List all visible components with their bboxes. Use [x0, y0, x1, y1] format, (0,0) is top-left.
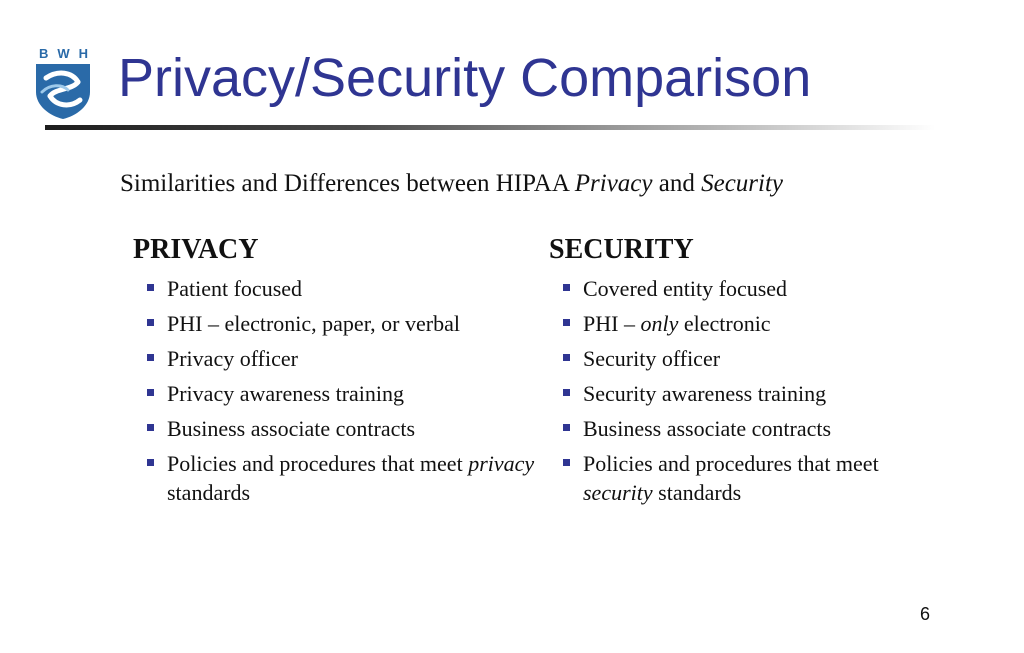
square-bullet-icon — [147, 319, 154, 326]
list-item — [133, 449, 543, 507]
square-bullet-icon — [563, 459, 570, 466]
security-heading: SECURITY — [549, 234, 694, 265]
list-item — [133, 309, 543, 338]
list-item — [549, 449, 949, 507]
item-text: Business associate contracts — [583, 416, 832, 441]
item-emphasis: only — [640, 311, 679, 336]
item-text: Policies and procedures that meet — [167, 451, 469, 476]
shield-icon — [32, 62, 94, 120]
item-text: Policies and procedures that meet — [583, 451, 879, 476]
list-item — [549, 379, 949, 408]
security-column — [549, 232, 949, 513]
item-text-end: standards — [652, 480, 742, 505]
square-bullet-icon — [147, 424, 154, 431]
security-list — [549, 274, 949, 507]
privacy-column — [133, 232, 543, 513]
item-emphasis: privacy — [468, 451, 535, 476]
page-number: 6 — [920, 604, 931, 624]
item-text: Security officer — [583, 346, 721, 371]
title-divider — [45, 125, 935, 130]
square-bullet-icon — [147, 354, 154, 361]
square-bullet-icon — [147, 284, 154, 291]
square-bullet-icon — [563, 319, 570, 326]
item-text-end: electronic — [678, 311, 771, 336]
bwh-logo — [30, 46, 96, 122]
item-text: PHI – electronic, paper, or verbal — [167, 311, 460, 336]
list-item — [549, 274, 949, 303]
subtitle-emphasis-security: Security — [701, 170, 784, 197]
list-item — [133, 344, 543, 373]
item-text: Patient focused — [167, 276, 303, 301]
item-text: Privacy awareness training — [167, 381, 405, 406]
square-bullet-icon — [563, 424, 570, 431]
list-item — [133, 274, 543, 303]
square-bullet-icon — [147, 459, 154, 466]
list-item — [133, 379, 543, 408]
subtitle-emphasis-privacy: Privacy — [574, 170, 653, 197]
list-item — [133, 414, 543, 443]
logo-text: BWH — [39, 46, 98, 61]
list-item — [549, 344, 949, 373]
item-text: Covered entity focused — [583, 276, 788, 301]
item-text: Business associate contracts — [167, 416, 416, 441]
privacy-heading: PRIVACY — [133, 234, 259, 265]
item-text: Security awareness training — [583, 381, 827, 406]
item-text: Privacy officer — [167, 346, 298, 371]
slide-subtitle — [120, 170, 783, 198]
square-bullet-icon — [563, 284, 570, 291]
list-item — [549, 309, 949, 338]
item-emphasis: security — [583, 480, 653, 505]
square-bullet-icon — [147, 389, 154, 396]
subtitle-connector: and — [652, 170, 702, 197]
item-text-end: standards — [167, 480, 251, 505]
list-item — [549, 414, 949, 443]
square-bullet-icon — [563, 389, 570, 396]
square-bullet-icon — [563, 354, 570, 361]
subtitle-prefix: Similarities and Differences between HIPAA — [120, 170, 575, 197]
item-text: PHI – — [583, 311, 641, 336]
slide-title: Privacy/Security Comparison — [118, 48, 812, 108]
privacy-list — [133, 274, 543, 507]
